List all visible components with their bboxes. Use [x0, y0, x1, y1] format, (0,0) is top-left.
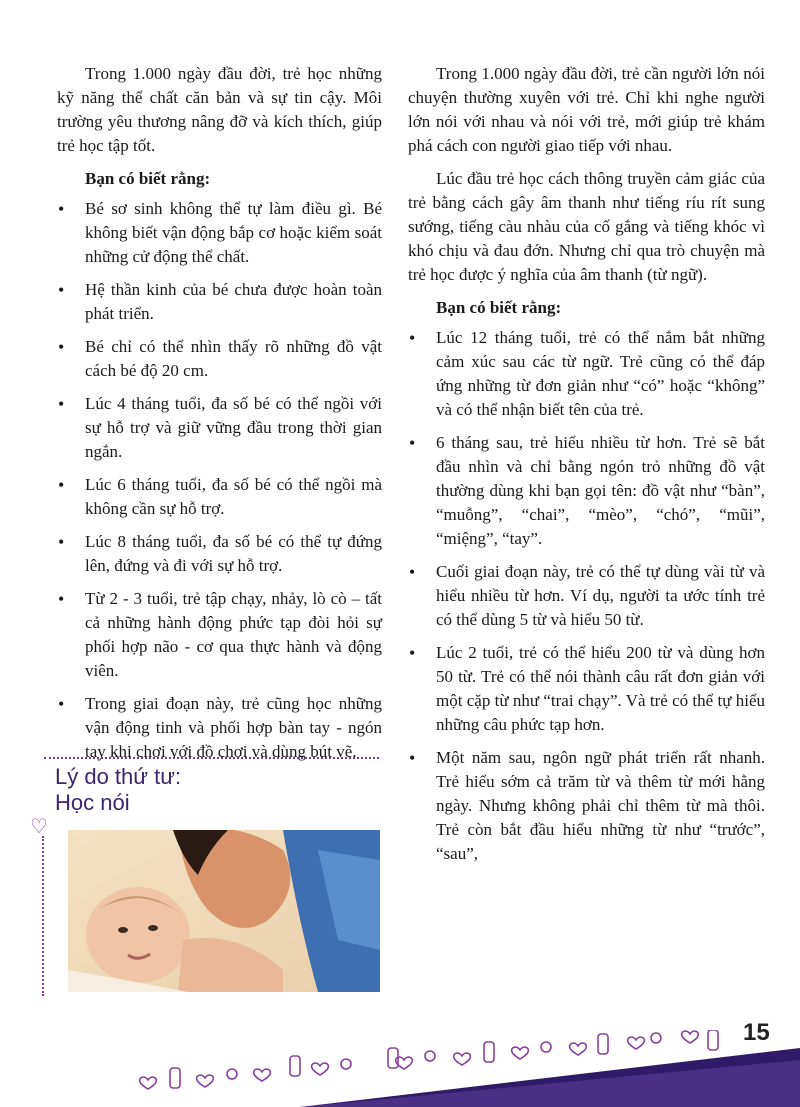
right-subheading: Bạn có biết rằng: [436, 298, 562, 317]
baby-bottle-icon [598, 1034, 608, 1054]
list-item: • Một năm sau, ngôn ngữ phát triển rất nhanh. Trẻ hiểu sớm cả trăm từ và thêm từ mới hằng ngày. Nhưng không phải chỉ thêm từ mà thôi. Trẻ còn bắt đầu hiểu những từ như “trước”, “sau”, [408, 746, 765, 866]
right-column [408, 62, 765, 875]
baby-bottle-icon [708, 1030, 718, 1050]
pacifier-icon [341, 1059, 351, 1069]
right-paragraph-2: Lúc đầu trẻ học cách thông truyền cảm giác của trẻ bằng cách gây âm thanh như tiếng ríu rít sung sướng, tiếng càu nhàu của cố gắng và tiếng khóc vì khó chịu và đau đớn. Nhưng chỉ qua trò chuyện mà trẻ học được ý nghĩa của âm thanh (từ ngữ). [408, 169, 765, 284]
list-item: • Lúc 2 tuổi, trẻ có thể hiểu 200 từ và dùng hơn 50 từ. Trẻ có thể nói thành câu rất đơn giản với một cặp từ như “trai chạy”. Và trẻ có thể tự hiểu những câu phức tạp hơn. [408, 641, 765, 737]
heart-icon [454, 1053, 471, 1065]
pacifier-icon [651, 1033, 661, 1043]
left-column [57, 62, 382, 773]
heart-icon [312, 1063, 329, 1075]
list-item: • Lúc 6 tháng tuổi, đa số bé có thể ngồi mà không cần sự hỗ trợ. [57, 473, 382, 521]
page-number: 15 [743, 1019, 770, 1046]
intro-paragraph: Trong 1.000 ngày đầu đời, trẻ học những kỹ năng thể chất căn bản và sự tin cậy. Môi trường yêu thương nâng đỡ và kích thích, giúp trẻ học tập tốt. [57, 64, 382, 155]
mother-baby-photo [68, 830, 380, 992]
list-item: • Cuối giai đoạn này, trẻ có thể tự dùng vài từ và hiểu nhiều từ hơn. Ví dụ, người ta ước tính trẻ có thể dùng 5 từ và hiểu 50 từ. [408, 560, 765, 632]
baby-bottle-icon [484, 1042, 494, 1062]
heart-icon [682, 1031, 699, 1043]
list-item: • Bé chỉ có thể nhìn thấy rõ những đồ vật cách bé độ 20 cm. [57, 335, 382, 383]
section-title [55, 764, 181, 816]
heart-icon [512, 1047, 529, 1059]
section-title-line1: Lý do thứ tư: [55, 764, 182, 789]
heart-icon [628, 1037, 645, 1049]
pacifier-icon [541, 1042, 551, 1052]
heart-icon [197, 1075, 214, 1087]
pacifier-icon [227, 1069, 237, 1079]
dotted-margin-line [42, 836, 44, 996]
section-divider [44, 757, 379, 759]
heart-icon [140, 1077, 157, 1089]
right-bullet-list [408, 326, 765, 866]
left-subheading: Bạn có biết rằng: [85, 169, 211, 188]
list-item: • 6 tháng sau, trẻ hiểu nhiều từ hơn. Trẻ sẽ bắt đầu nhìn và chỉ bằng ngón trỏ những đồ vật thường dùng khi bạn gọi tên: đồ vật như “bàn”, “muỗng”, “chai”, “mèo”, “chó”, “mũi”, “miệng”, “tay”. [408, 431, 765, 551]
heart-icon [254, 1069, 271, 1081]
pacifier-icon [425, 1051, 435, 1061]
heart-icon [570, 1043, 587, 1055]
list-item: • Bé sơ sinh không thể tự làm điều gì. Bé không biết vận động bắp cơ hoặc kiểm soát những cử động thể chất. [57, 197, 382, 269]
right-paragraph-1: Trong 1.000 ngày đầu đời, trẻ cần người lớn nói chuyện thường xuyên với trẻ. Chỉ khi nghe người lớn nói với nhau và nói với trẻ, mới giúp trẻ khám phá cách con người giao tiếp với nhau. [408, 64, 765, 155]
list-item: • Lúc 4 tháng tuổi, đa số bé có thể ngồi với sự hỗ trợ và giữ vững đầu trong thời gian ngắn. [57, 392, 382, 464]
footer-decoration [0, 1030, 800, 1107]
list-item: • Lúc 12 tháng tuổi, trẻ có thể nắm bắt những cảm xúc sau các từ ngữ. Trẻ cũng có thể đáp ứng những từ đơn giản như “có” hoặc “không” và có thể nhận biết tên của trẻ. [408, 326, 765, 422]
list-item: • Từ 2 - 3 tuổi, trẻ tập chạy, nhảy, lò cò – tất cả những hành động phức tạp đòi hỏi sự phối hợp não - cơ qua thực hành và động viên. [57, 587, 382, 683]
list-item: • Hệ thần kinh của bé chưa được hoàn toàn phát triển. [57, 278, 382, 326]
left-bullet-list [57, 197, 382, 764]
section-title-line2: Học nói [55, 790, 130, 815]
baby-bottle-icon [170, 1068, 180, 1088]
list-item: • Lúc 8 tháng tuổi, đa số bé có thể tự đứng lên, đứng và đi với sự hỗ trợ. [57, 530, 382, 578]
list-item: • Trong giai đoạn này, trẻ cũng học những vận động tinh và phối hợp bàn tay - ngón tay khi chơi với đồ chơi và dùng bút vẽ. [57, 692, 382, 764]
heart-icon: ♡ [30, 816, 48, 838]
baby-bottle-icon [290, 1056, 300, 1076]
